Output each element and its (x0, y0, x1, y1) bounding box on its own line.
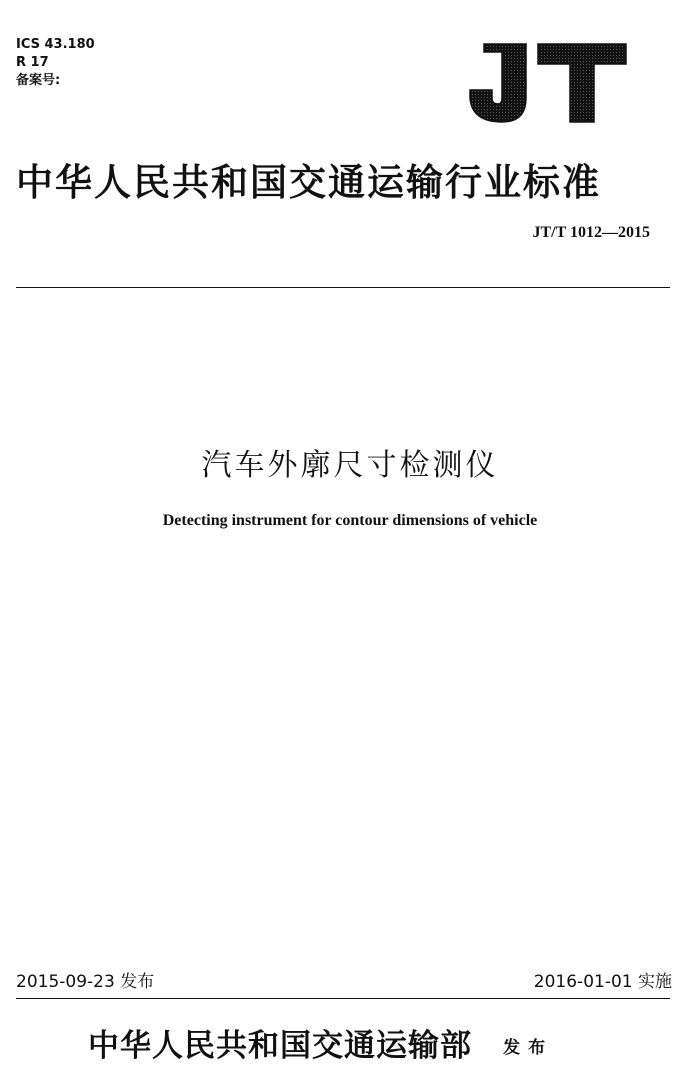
ccs-code-text: R 17 (16, 55, 49, 70)
classification-block (16, 36, 95, 90)
standard-category-title: 中华人民共和国交通运输行业标准 (16, 160, 601, 204)
document-title-en: Detecting instrument for contour dimensions of vehicle (162, 512, 538, 529)
issuer-name: 中华人民共和国交通运输部 (88, 1028, 472, 1064)
standard-number: JT/T 1012—2015 (532, 224, 650, 241)
jt-logo (468, 42, 628, 124)
ccs-code (16, 54, 95, 72)
issuer-action: 发布 (503, 1038, 554, 1058)
ics-code (16, 36, 95, 54)
issuer-line (88, 1020, 553, 1065)
effective-date: 2016-01-01 实施 (533, 972, 672, 992)
record-number-label: 备案号: (16, 73, 61, 88)
issue-date: 2015-09-23 发布 (16, 972, 155, 992)
document-title-cn: 汽车外廓尺寸检测仪 (201, 448, 499, 483)
logo-letter-j (470, 44, 526, 122)
footer-divider (16, 998, 670, 999)
logo-letter-t (538, 44, 626, 122)
header-divider (16, 287, 670, 288)
ics-code-text: ICS 43.180 (16, 37, 95, 52)
